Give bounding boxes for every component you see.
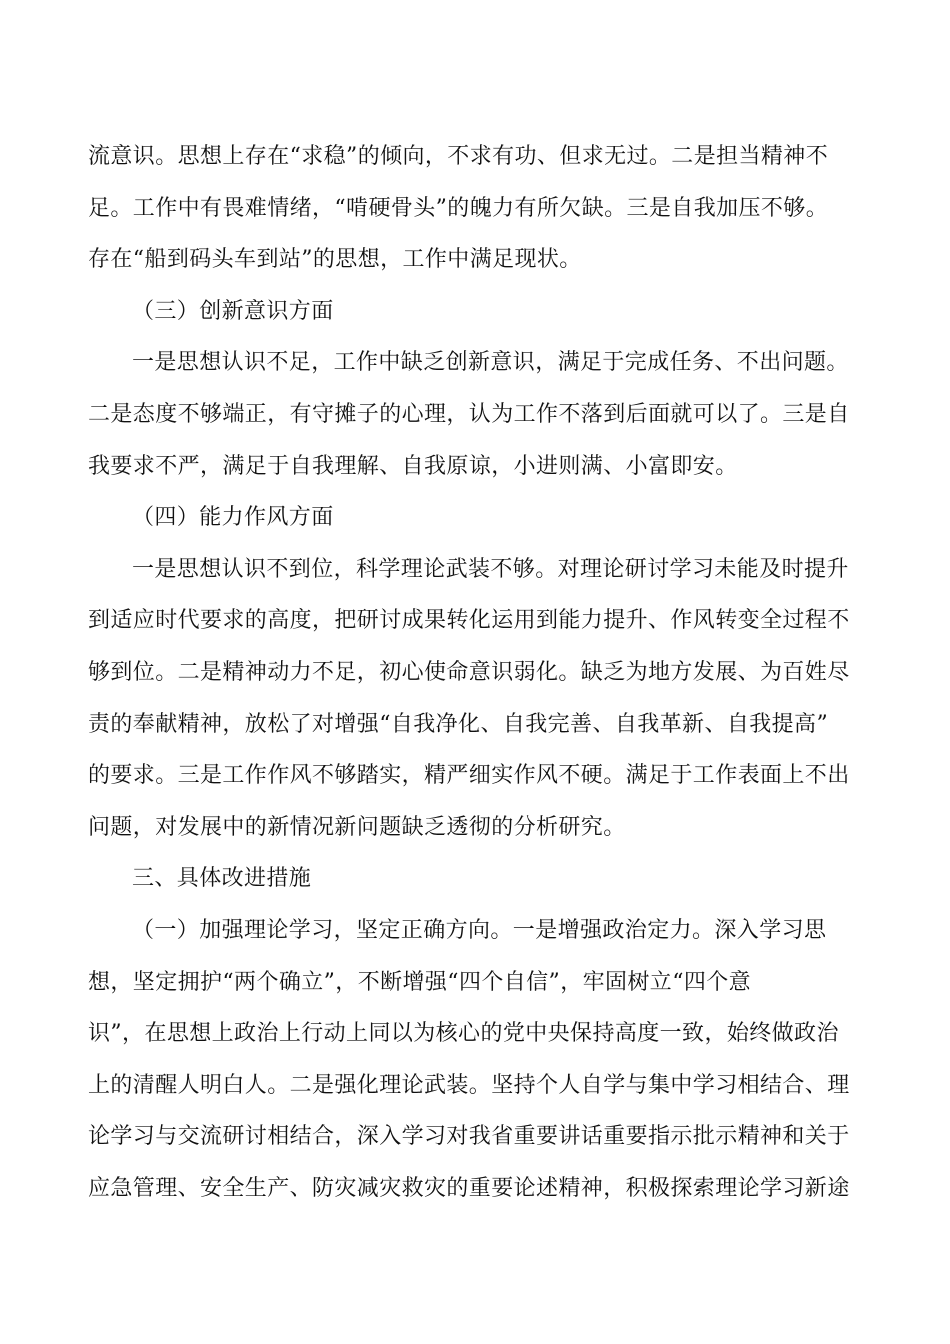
- text-line: 足。工作中有畏难情绪，“啃硬骨头”的魄力有所欠缺。三是自我加压不够。: [88, 195, 829, 221]
- text-line: 识”，在思想上政治上行动上同以为核心的党中央保持高度一致，始终做政治: [88, 1021, 839, 1047]
- text-line: 存在“船到码头车到站”的思想，工作中满足现状。: [88, 247, 582, 273]
- text-line: 责的奉献精神，放松了对增强“自我净化、自我完善、自我革新、自我提高”: [88, 711, 829, 737]
- text-line: 够到位。二是精神动力不足，初心使命意识弱化。缺乏为地方发展、为百姓尽: [88, 659, 850, 685]
- text-line: 流意识。思想上存在“求稳”的倾向，不求有功、但求无过。二是担当精神不: [88, 144, 829, 169]
- section-heading-improvement-measures: 三、具体改进措施: [132, 866, 312, 892]
- text-line: 论学习与交流研讨相结合，深入学习对我省重要讲话重要指示批示精神和关于: [88, 1124, 850, 1150]
- text-line: 到适应时代要求的高度，把研讨成果转化运用到能力提升、作风转变全过程不: [88, 608, 850, 634]
- section-heading-ability-style: （四）能力作风方面: [132, 505, 334, 531]
- text-line: 一是思想认识不足，工作中缺乏创新意识，满足于完成任务、不出问题。: [132, 350, 849, 376]
- section-heading-innovation: （三）创新意识方面: [132, 298, 334, 324]
- text-line: 想，坚定拥护“两个确立”，不断增强“四个自信”，牢固树立“四个意: [88, 969, 752, 995]
- text-line: 一是思想认识不到位，科学理论武装不够。对理论研讨学习未能及时提升: [132, 556, 849, 582]
- text-line: 二是态度不够端正，有守摊子的心理，认为工作不落到后面就可以了。三是自: [88, 401, 850, 427]
- text-line: 应急管理、安全生产、防灾减灾救灾的重要论述精神，积极探索理论学习新途: [88, 1175, 850, 1201]
- text-line: 的要求。三是工作作风不够踏实，精严细实作风不硬。满足于工作表面上不出: [88, 763, 850, 789]
- text-line: 我要求不严，满足于自我理解、自我原谅，小进则满、小富即安。: [88, 453, 738, 479]
- document-body: [88, 131, 852, 1214]
- text-line: （一）加强理论学习，坚定正确方向。一是增强政治定力。深入学习思: [132, 917, 827, 943]
- text-line: 问题，对发展中的新情况新问题缺乏透彻的分析研究。: [88, 814, 626, 840]
- text-line: 上的清醒人明白人。二是强化理论武装。坚持个人自学与集中学习相结合、理: [88, 1072, 850, 1098]
